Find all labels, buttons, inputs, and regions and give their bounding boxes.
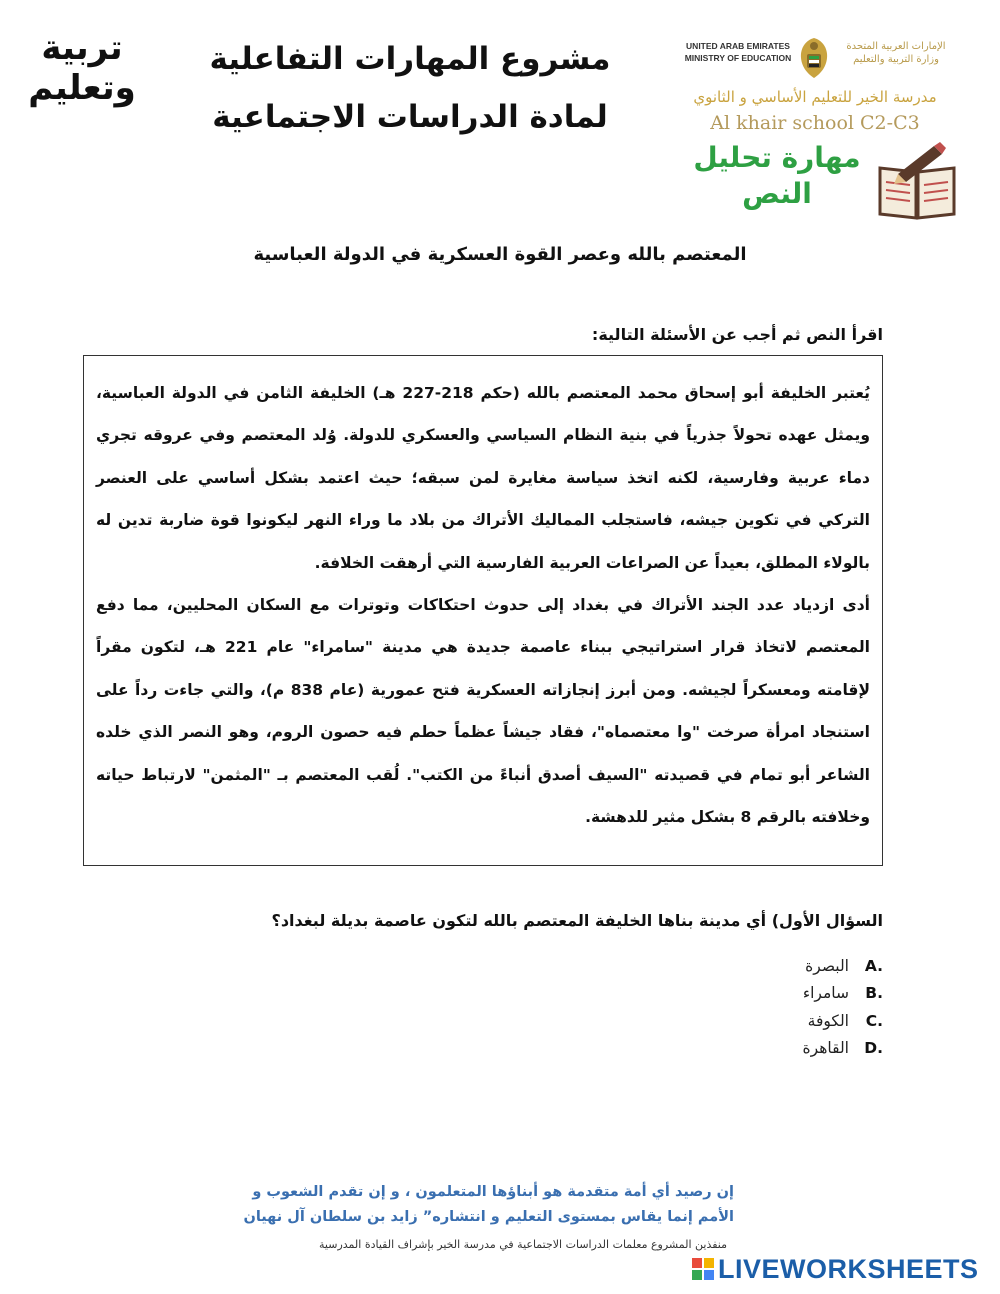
option-text: الكوفة xyxy=(807,1011,849,1030)
option-text: البصرة xyxy=(805,956,849,975)
title-line-2: لمادة الدراسات الاجتماعية xyxy=(212,99,608,135)
option-letter: D. xyxy=(864,1039,883,1058)
school-name-en: Al khair school C2-C3 xyxy=(710,112,920,134)
question-1-text: السؤال الأول) أي مدينة بناها الخليفة المعتصم بالله لتكون عاصمة بديلة لبغداد؟ xyxy=(271,911,883,930)
footer-quote xyxy=(150,1180,734,1230)
falcon-emblem-icon xyxy=(792,34,836,82)
school-name-ar: مدرسة الخير للتعليم الأساسي و الثانوي xyxy=(693,88,937,106)
brand-logo-text: تربية وتعليم xyxy=(28,28,136,108)
liveworksheets-brand: LIVEWORKSHEETS xyxy=(718,1253,979,1284)
title-line-1: مشروع المهارات التفاعلية xyxy=(209,41,611,77)
reading-instruction: اقرأ النص ثم أجب عن الأسئلة التالية: xyxy=(591,325,883,344)
option-letter: C. xyxy=(865,1011,883,1030)
passage-box xyxy=(83,355,883,866)
option-text: سامراء xyxy=(802,984,849,1003)
passage-paragraph-2: أدى ازدياد عدد الجند الأتراك في بغداد إلى حدوث احتكاكات وتوترات مع السكان المحليين، مما دفع المعتصم لاتخاذ قرار استراتيجي ببناء عاصمة جديدة هي مدينة "سامراء" عام 221 هـ، لتكون مقراً لإقامته ومعسكراً لجيشه. ومن أبرز إنجازاته العسكرية فتح عمورية (عام 838 م)، والتي جاءت رداً على استنجاد امرأة صرخت "وا معتصماه"، فقاد جيشاً عظماً حطم فيه حصون الروم، وهو النصر الذي خلده الشاعر أبو تمام في قصيدته "السيف أصدق أنباءً من الكتب". لُقب المعتصم بـ "المثمن" لارتباط حياته وخلافته بالرقم 8 بشكل مثير للدهشة. xyxy=(96,596,870,827)
liveworksheets-logo[interactable] xyxy=(692,1254,992,1284)
footer-quote-line-1: إن رصيد أي أمة متقدمة هو أبناؤها المتعلمون ، و إن تقدم الشعوب و xyxy=(252,1184,734,1200)
option-c[interactable] xyxy=(600,1007,883,1035)
skill-title-line-2: النص xyxy=(742,177,812,210)
option-letter: B. xyxy=(865,984,883,1003)
answer-options xyxy=(600,952,883,1062)
open-book-pencil-icon xyxy=(874,140,960,222)
option-a[interactable] xyxy=(600,952,883,980)
text-subject-heading: المعتصم بالله وعصر القوة العسكرية في الدولة العباسية xyxy=(253,244,747,265)
footer-quote-line-2: الأمم إنما يقاس بمستوى التعليم و انتشاره” زايد بن سلطان آل نهيان xyxy=(243,1209,734,1225)
option-b[interactable] xyxy=(600,980,883,1008)
skill-title xyxy=(672,140,882,212)
ministry-name-ar: الإمارات العربية المتحدة وزارة التربية والتعليم xyxy=(846,41,946,65)
project-credit: منفذين المشروع معلمات الدراسات الاجتماعية في مدرسة الخير بإشراف القيادة المدرسية xyxy=(319,1238,727,1251)
option-letter: A. xyxy=(864,956,883,975)
page-title xyxy=(180,30,640,146)
option-d[interactable] xyxy=(600,1035,883,1063)
liveworksheets-blocks-icon xyxy=(692,1258,714,1280)
passage-paragraph-1: يُعتبر الخليفة أبو إسحاق محمد المعتصم بالله (حكم 218-227 هـ) الخليفة الثامن في الدولة العباسية، ويمثل عهده تحولاً جذرياً في بنية النظام السياسي والعسكري للدولة. وُلد المعتصم وفي عروقه تجري دماء عربية وفارسية، لكنه اتخذ سياسة مغايرة لمن سبقه؛ حيث اعتمد بشكل أساسي على العنصر التركي في تكوين جيشه، فاستجلب المماليك الأتراك من بلاد ما وراء النهر ليكونوا قوة ضاربة تدين له بالولاء المطلق، بعيداً عن الصراعات العربية الفارسية التي أرهقت الخلافة. xyxy=(96,384,870,572)
skill-title-line-1: مهارة تحليل xyxy=(693,141,861,174)
ministry-name-en: UNITED ARAB EMIRATES MINISTRY OF EDUCATION xyxy=(684,41,792,63)
ministry-logo xyxy=(660,34,960,84)
option-text: القاهرة xyxy=(802,1039,849,1058)
